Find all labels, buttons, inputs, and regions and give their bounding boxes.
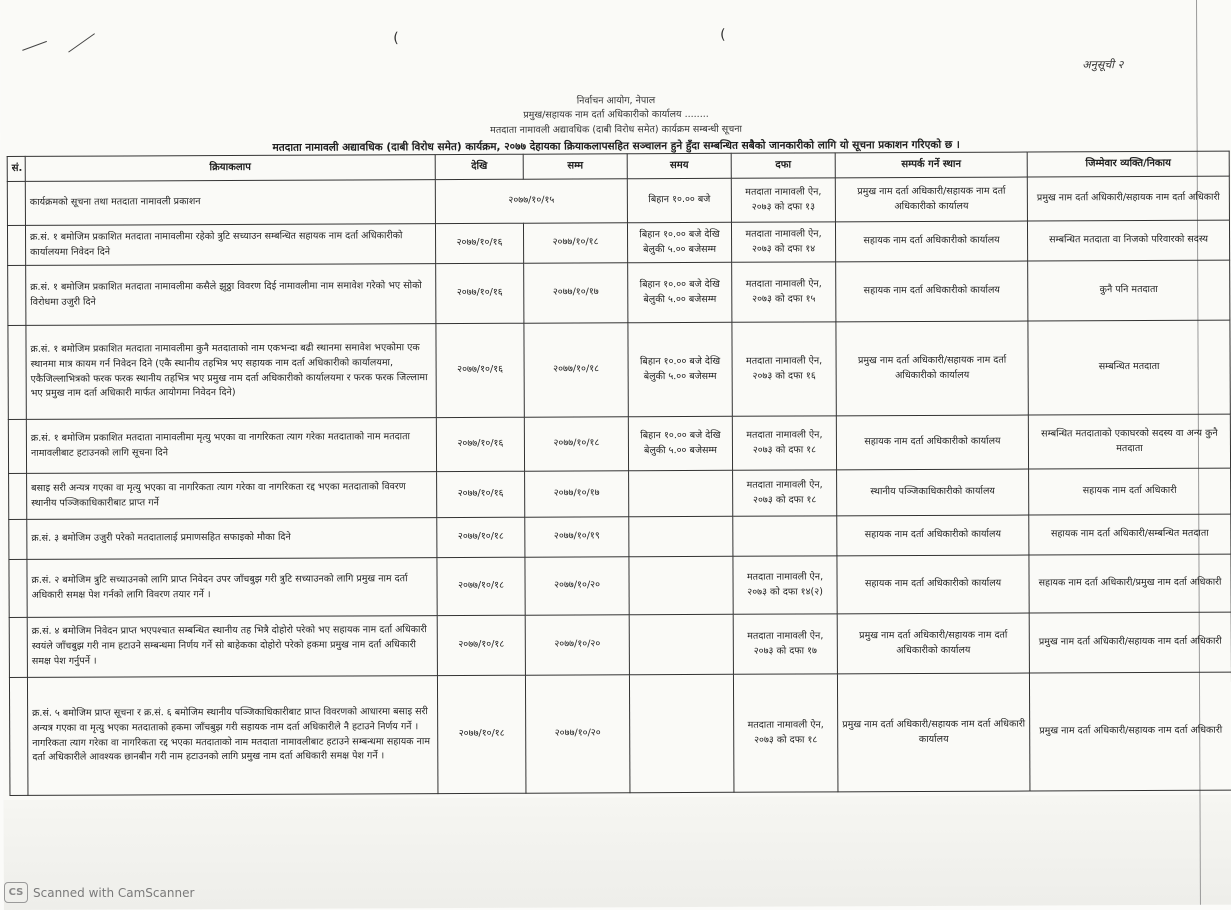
cell-section: मतदाता नामावली ऐन, २०७३ को दफा १६ (732, 322, 836, 416)
header-responsible: जिम्मेवार व्यक्ति/निकाय (1027, 151, 1229, 177)
cell-activity: क्र.सं. १ बमोजिम प्रकाशित मतदाता नामावलीमा रहेको त्रुटि सच्याउन सम्बन्धित सहायक नाम दर्ता अधिकारीको कार्यालयमा निवेदन दिने (25, 224, 435, 266)
cell-responsible: सहायक नाम दर्ता अधिकारी (1029, 468, 1231, 515)
cell-time (629, 614, 733, 674)
header-contact: सम्पर्क गर्ने स्थान (835, 152, 1027, 178)
cell-contact: प्रमुख नाम दर्ता अधिकारी/सहायक नाम दर्ता अधिकारी कार्यालय (837, 673, 1030, 792)
cell-contact: सहायक नाम दर्ता अधिकारीको कार्यालय (835, 221, 1027, 262)
cell-activity: क्र.सं. २ बमोजिम त्रुटि सच्याउनको लागि प्राप्त निवेदन उपर जाँचबुझ गरी त्रुटि सच्याउनको लागि प्रमुख नाम दर्ता अधिकारी समक्ष पेश गर्नको लागि विवरण तयार गर्ने । (27, 558, 437, 618)
cell-to: २०७७/१०/१८ (523, 223, 627, 263)
camscanner-logo-icon: CS (4, 882, 28, 903)
cell-to: २०७७/१०/१७ (525, 471, 629, 517)
cell-activity: क्र.सं. ५ बमोजिम प्राप्त सूचना र क्र.सं. ६ बमोजिम स्थानीय पञ्जिकाधिकारीबाट प्राप्त विवरणको आधारमा बसाइ सरी अन्यत्र गएका वा मृत्यु भएका मतदाताको हकमा जाँचबुझ गरी सहायक नाम दर्ता अधिकारीले नै हटाउने निर्णय गर्ने । नागरिकता त्याग गरेका वा नागरिकता रद्द भएका मतदाताको नाम मतदाता नामावलीबाट हटाउने सम्बन्धमा सहायक नाम दर्ता अधिकारीले आवश्यक छानबीन गरी नाम हटाउनको लागि प्रमुख नाम दर्ता अधिकारी समक्ष पेश गर्ने । (27, 676, 438, 796)
cell-from: २०७७/१०/१६ (436, 263, 524, 323)
cell-section: मतदाता नामावली ऐन, २०७३ को दफा १४ (731, 222, 835, 262)
camscanner-text: Scanned with CamScanner (33, 885, 195, 900)
pen-mark (22, 41, 47, 51)
header-section: दफा (731, 153, 835, 178)
cell-activity: कार्यक्रमको सूचना तथा मतदाता नामावली प्रकाशन (25, 180, 435, 226)
cell-contact: सहायक नाम दर्ता अधिकारीको कार्यालय (837, 555, 1029, 614)
cell-time: बिहान १०.०० बजे देखि बेलुकी ५.०० बजेसम्म (628, 322, 732, 416)
header-subject: मतदाता नामावली अद्यावधिक (दाबी विरोध समेत) कार्यक्रम सम्बन्धी सूचना (490, 123, 743, 136)
cell-time: बिहान १०.०० बजे देखि बेलुकी ५.०० बजेसम्म (628, 262, 732, 322)
cell-activity: क्र.सं. ४ बमोजिम निवेदन प्राप्त भएपश्चात सम्बन्धित स्थानीय तह भित्रै दोहोरो परेको भए सहायक नाम दर्ता अधिकारी स्वयंले जाँचबुझ गरी नाम हटाउने सम्बन्धमा निर्णय गर्ने सो बाहेकका दोहोरो परेको हकमा प्रमुख नाम दर्ता अधिकारी समक्ष पेश गर्नुपर्ने । (27, 616, 437, 678)
cell-contact: प्रमुख नाम दर्ता अधिकारी/सहायक नाम दर्ता अधिकारीको कार्यालय (836, 321, 1028, 416)
cell-sn (9, 617, 27, 677)
cell-date: २०७७/१०/१५ (435, 179, 627, 224)
cell-from: २०७७/१०/१८ (437, 615, 525, 675)
cell-sn (8, 265, 26, 325)
cell-responsible: सहायक नाम दर्ता अधिकारी/सम्बन्धित मतदाता (1029, 514, 1231, 555)
cell-to: २०७७/१०/२० (525, 675, 630, 793)
punch-mark: ( (393, 30, 399, 47)
cell-from: २०७७/१०/१६ (436, 417, 524, 471)
cell-responsible: कुनै पनि मतदाता (1028, 260, 1230, 321)
camscanner-watermark (4, 882, 194, 903)
cell-activity: क्र.सं. ३ बमोजिम उजुरी परेको मतदातालाई प्रमाणसहित सफाइको मौका दिने (27, 518, 437, 560)
cell-activity: क्र.सं. १ बमोजिम प्रकाशित मतदाता नामावलीमा मृत्यु भएका वा नागरिकता त्याग गरेका मतदाताको नाम मतदाता नामावलीबाट हटाउनको लागि सूचना दिने (26, 418, 436, 474)
cell-section (733, 516, 837, 556)
table-row (9, 672, 1231, 795)
cell-from: २०७७/१०/१६ (436, 323, 524, 417)
cell-activity: क्र.सं. १ बमोजिम प्रकाशित मतदाता नामावलीमा कसैले झुठ्ठा विवरण दिई नामावलीमा नाम समावेश गरेको भए सोको विरोधमा उजुरी दिने (26, 264, 436, 326)
cell-activity: बसाइ सरी अन्यत्र गएका वा मृत्यु भएका वा नागरिकता त्याग गरेका वा नागरिकता रद्द भएका मतदाताको विवरण स्थानीय पञ्जिकाधिकारीबाट प्राप्त गर्ने (27, 472, 437, 520)
table-row (7, 220, 1229, 265)
header-to: सम्म (523, 154, 627, 179)
cell-from: २०७७/१०/१६ (437, 471, 525, 517)
cell-sn (8, 419, 26, 473)
table-row (8, 260, 1230, 325)
cell-section: मतदाता नामावली ऐन, २०७३ को दफा १५ (732, 262, 836, 322)
table-row (7, 176, 1229, 225)
cell-time: बिहान १०.०० बजे देखि बेलुकी ५.०० बजेसम्म (627, 222, 731, 262)
cell-responsible: प्रमुख नाम दर्ता अधिकारी/सहायक नाम दर्ता अधिकारी (1027, 176, 1229, 221)
cell-sn (7, 181, 25, 225)
table-row (9, 612, 1231, 677)
header-sn: सं. (7, 156, 25, 181)
header-office: प्रमुख/सहायक नाम दर्ता अधिकारीको कार्यालय ........ (523, 108, 709, 121)
cell-to: २०७७/१०/१९ (525, 517, 629, 557)
cell-sn (9, 519, 27, 559)
table-row (9, 468, 1231, 519)
cell-contact: प्रमुख नाम दर्ता अधिकारी/सहायक नाम दर्ता अधिकारीको कार्यालय (837, 613, 1029, 674)
cell-to: २०७७/१०/१८ (524, 323, 628, 417)
cell-activity: क्र.सं. १ बमोजिम प्रकाशित मतदाता नामावलीमा कुनै मतदाताको नाम एकभन्दा बढी स्थानमा समावेश भएकोमा एक स्थानमा मात्र कायम गर्न निवेदन दिने (एकै स्थानीय तहभित्र भए सहायक नाम दर्ता अधिकारीको कार्यालयमा, एकैजिल्लाभित्रको फरक फरक स्थानीय तहभित्र भए प्रमुख नाम दर्ता अधिकारीको कार्यालयमा र फरक फरक जिल्लामा भए प्रमुख नाम दर्ता अधिकारी मार्फत आयोगमा निवेदन दिने) (26, 324, 436, 420)
table-row (8, 320, 1230, 419)
cell-responsible: सम्बन्धित मतदाता (1028, 320, 1230, 415)
cell-responsible: सहायक नाम दर्ता अधिकारी/प्रमुख नाम दर्ता अधिकारी (1029, 554, 1231, 613)
cell-time: बिहान १०.०० बजे (627, 178, 731, 222)
pen-mark (68, 33, 95, 52)
cell-responsible: सम्बन्धित मतदाताको एकाघरको सदस्य वा अन्य कुनै मतदाता (1028, 414, 1230, 469)
cell-contact: स्थानीय पञ्जिकाधिकारीको कार्यालय (837, 469, 1029, 516)
cell-time (629, 470, 733, 516)
cell-sn (7, 225, 25, 265)
cell-responsible: प्रमुख नाम दर्ता अधिकारी/सहायक नाम दर्ता अधिकारी (1029, 672, 1231, 791)
header-commission: निर्वाचन आयोग, नेपाल (576, 95, 656, 107)
table-row (8, 414, 1230, 473)
cell-contact: प्रमुख नाम दर्ता अधिकारी/सहायक नाम दर्ता अधिकारीको कार्यालय (835, 177, 1027, 222)
header-notice: मतदाता नामावली अद्यावधिक (दाबी विरोध समेत) कार्यक्रम, २०७७ देहायका क्रियाकलापसहित सञ्चालन हुने हुँदा सम्बन्धित सबैको जानकारीको लागि यो सूचना प्रकाशन गरिएको छ । (272, 138, 960, 154)
cell-from: २०७७/१०/१८ (437, 557, 525, 615)
cell-section: मतदाता नामावली ऐन, २०७३ को दफा १८ (733, 674, 838, 792)
cell-from: २०७७/१०/१६ (435, 223, 523, 263)
cell-section: मतदाता नामावली ऐन, २०७३ को दफा १७ (733, 614, 837, 674)
schedule-table (7, 151, 1231, 796)
cell-sn (9, 559, 27, 617)
cell-section: मतदाता नामावली ऐन, २०७३ को दफा १४(२) (733, 556, 837, 614)
table-row (9, 554, 1231, 617)
cell-to: २०७७/१०/२० (525, 557, 629, 615)
annex-label: अनुसूची २ (1082, 58, 1124, 72)
cell-time: बिहान १०.०० बजे देखि बेलुकी ५.०० बजेसम्म (628, 416, 732, 470)
cell-contact: सहायक नाम दर्ता अधिकारीको कार्यालय (836, 261, 1028, 322)
cell-contact: सहायक नाम दर्ता अधिकारीको कार्यालय (837, 515, 1029, 556)
cell-responsible: सम्बन्धित मतदाता वा निजको परिवारको सदस्य (1027, 220, 1229, 261)
cell-time (629, 516, 733, 556)
header-from: देखि (435, 154, 523, 179)
header-time: समय (627, 153, 731, 178)
cell-from: २०७७/१०/१८ (437, 675, 526, 793)
cell-sn (8, 325, 26, 419)
cell-sn (9, 677, 28, 795)
cell-sn (9, 473, 27, 519)
cell-section: मतदाता नामावली ऐन, २०७३ को दफा १८ (732, 416, 836, 470)
cell-to: २०७७/१०/१७ (524, 263, 628, 323)
cell-to: २०७७/१०/२० (525, 615, 629, 675)
header-activity: क्रियाकलाप (25, 155, 435, 182)
cell-time (629, 674, 734, 792)
cell-responsible: प्रमुख नाम दर्ता अधिकारी/सहायक नाम दर्ता अधिकारी (1029, 612, 1231, 673)
table-row (9, 514, 1231, 559)
cell-time (629, 556, 733, 614)
cell-section: मतदाता नामावली ऐन, २०७३ को दफा १३ (731, 178, 835, 222)
cell-section: मतदाता नामावली ऐन, २०७३ को दफा १८ (733, 470, 837, 516)
cell-contact: सहायक नाम दर्ता अधिकारीको कार्यालय (836, 415, 1028, 470)
cell-from: २०७७/१०/१८ (437, 517, 525, 557)
punch-mark: ( (720, 26, 726, 43)
cell-to: २०७७/१०/१८ (524, 417, 628, 471)
